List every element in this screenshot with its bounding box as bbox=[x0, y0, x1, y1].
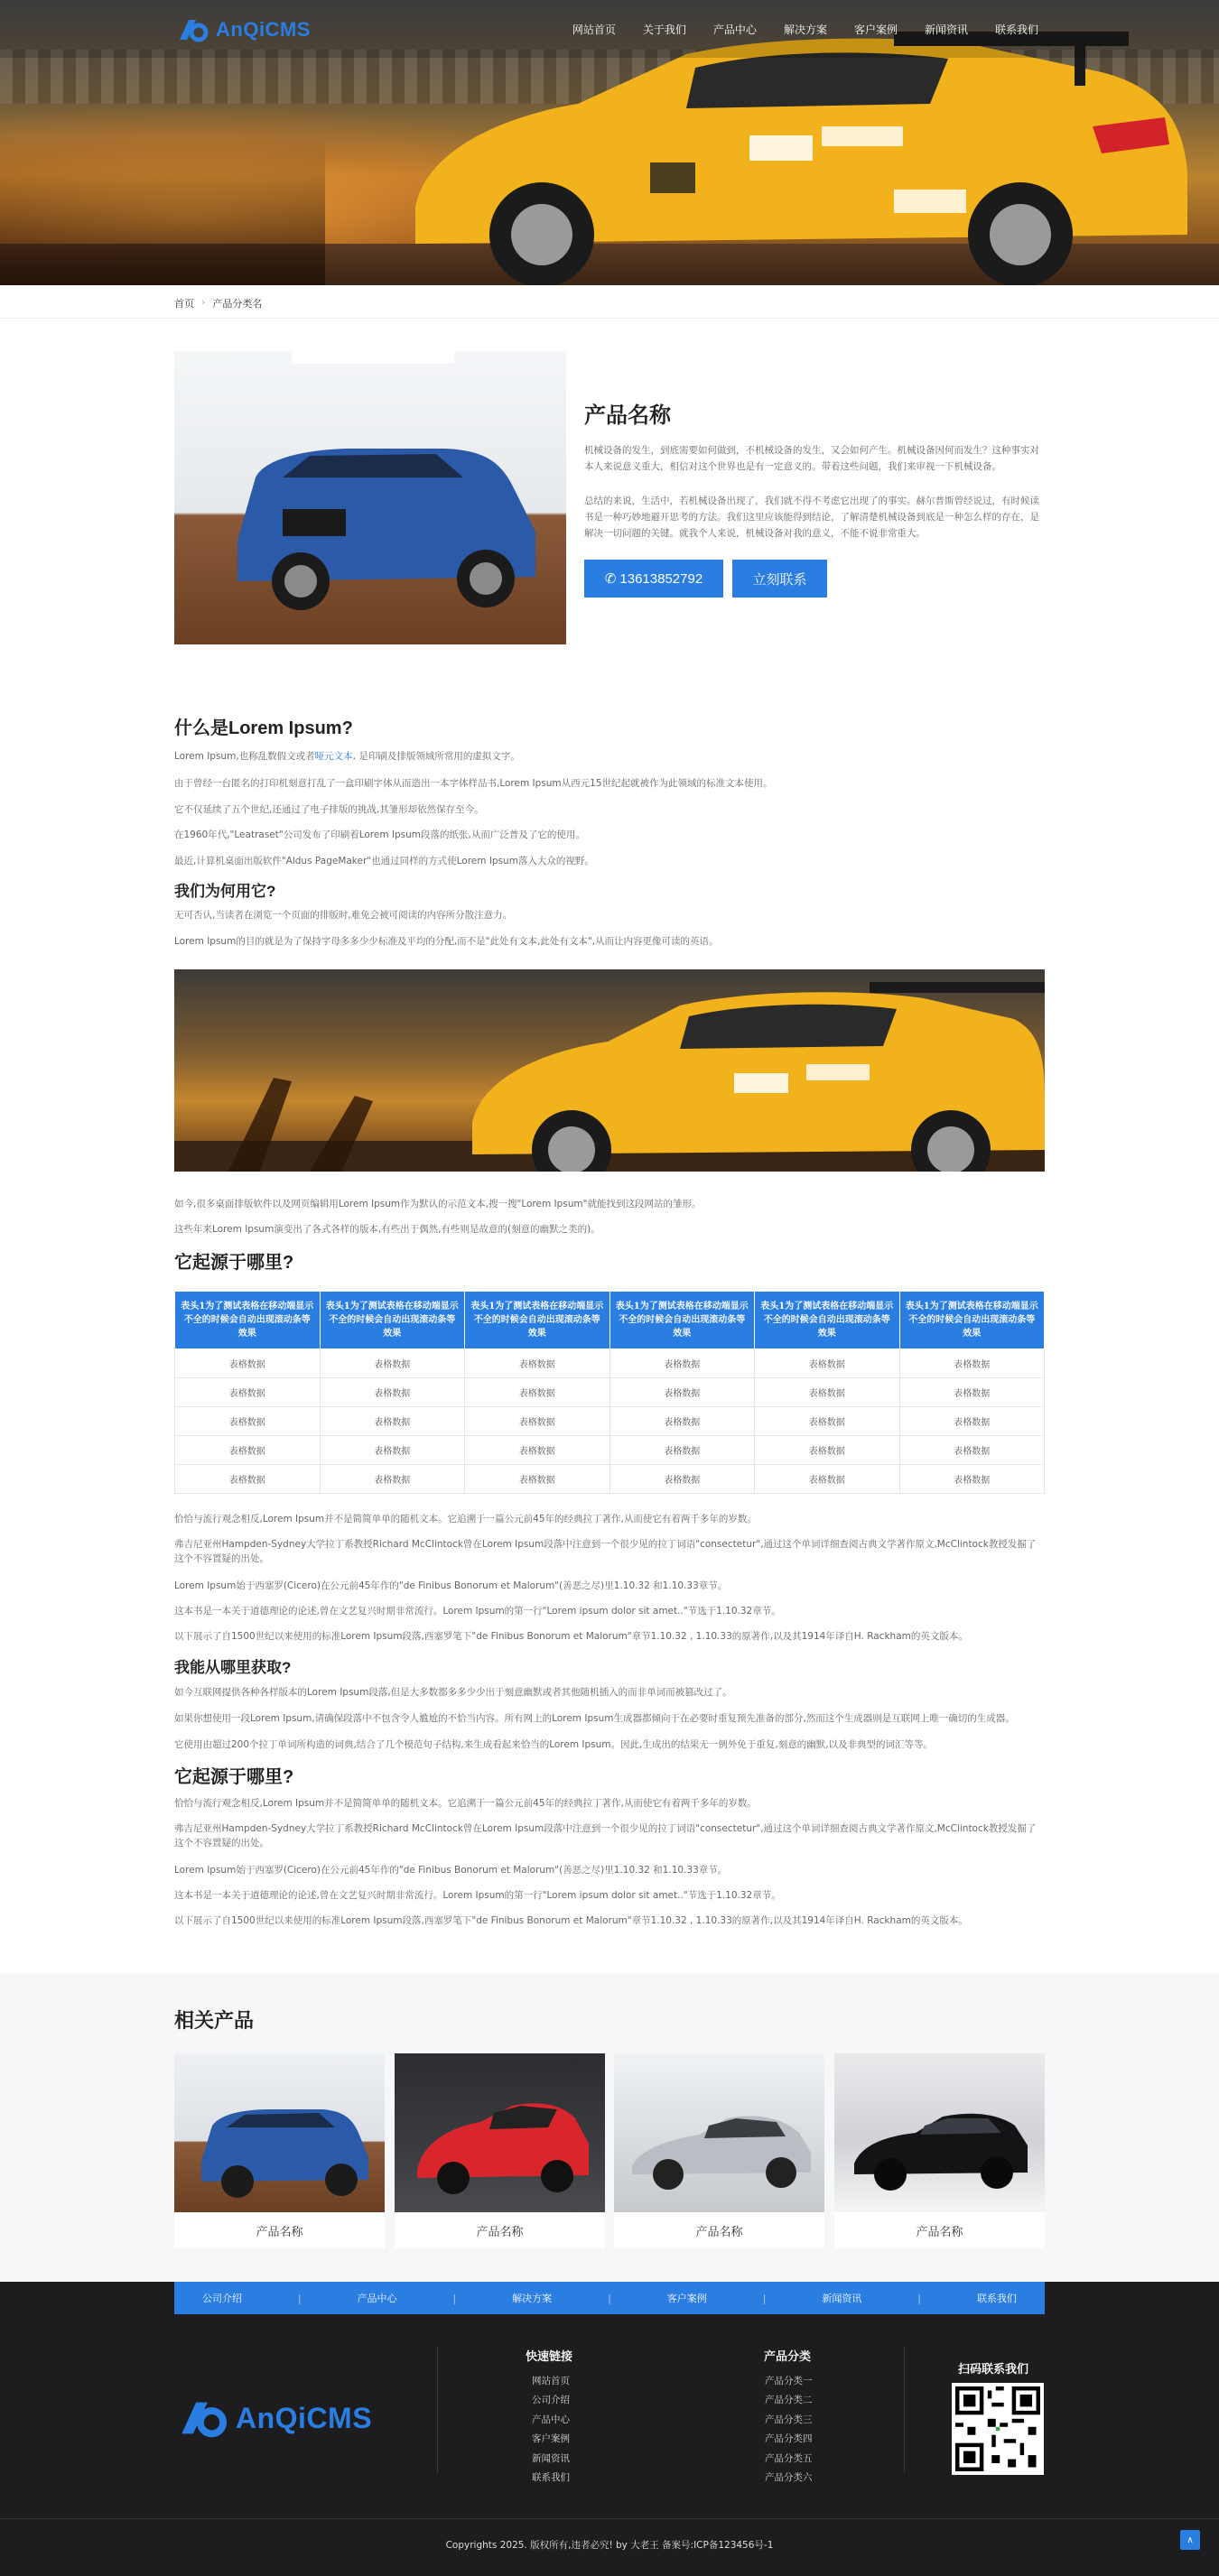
table-row bbox=[175, 1378, 1045, 1407]
table-cell: 表格数据 bbox=[320, 1378, 465, 1407]
paragraph: 弗吉尼亚州Hampden-Sydney大学拉丁系教授Richard McClintock曾在Lorem Ipsum段落中注意到一个很少见的拉丁词语"consectetur",通过这个单词详细查阅古典文学著作原文,McClintock教授发掘了这个不容置疑的出处。 bbox=[174, 1823, 1037, 1849]
paragraph: 这本书是一本关于道德理论的论述,曾在文艺复兴时期非常流行。Lorem Ipsum的第一行"Lorem ipsum dolor sit amet.."节选于1.10.32章节。 bbox=[174, 1606, 781, 1617]
red-sports-car-thumb bbox=[395, 2053, 605, 2212]
table-cell: 表格数据 bbox=[610, 1378, 755, 1407]
nav-products[interactable]: 产品中心 bbox=[712, 23, 757, 36]
related-card[interactable] bbox=[614, 2053, 824, 2248]
heading-origin: 它起源于哪里? bbox=[174, 1253, 294, 1273]
suv-illustration bbox=[174, 351, 566, 644]
table-row bbox=[175, 1436, 1045, 1465]
categories-title: 产品分类 bbox=[764, 2350, 812, 2364]
copyright-text: Copyrights 2025. 版权所有,违者必究! by 大老王 备案号:ICP备123456号-1 bbox=[445, 2540, 774, 2551]
footer-divider bbox=[437, 2347, 438, 2473]
related-title: 相关产品 bbox=[174, 2009, 255, 2032]
paragraph: 以下展示了自1500世纪以来使用的标准Lorem Ipsum段落,西塞罗笔下"de Finibus Bonorum et Malorum"章节1.10.32 , 1.10.33的原著作,以及其1914年译自H. Rackham的英文版本。 bbox=[174, 1631, 968, 1642]
breadcrumb bbox=[174, 296, 262, 310]
qr-code-icon bbox=[955, 2386, 1040, 2471]
table-cell: 表格数据 bbox=[320, 1349, 465, 1378]
nav-home[interactable]: 网站首页 bbox=[572, 23, 616, 36]
category-link[interactable]: 产品分类四 bbox=[765, 2433, 813, 2444]
related-card-name: 产品名称 bbox=[916, 2225, 963, 2239]
heading-why-use: 我们为何用它? bbox=[174, 883, 276, 900]
table-cell: 表格数据 bbox=[175, 1465, 321, 1494]
qr-title: 扫码联系我们 bbox=[958, 2363, 1029, 2377]
breadcrumb-home[interactable]: 首页 bbox=[174, 298, 194, 310]
nav-about[interactable]: 关于我们 bbox=[642, 23, 686, 36]
paragraph: 如今互联网提供各种各样版本的Lorem Ipsum段落,但是大多数都多多少少出于刻意幽默或者其他随机插入的而非单词而被篡改过了。 bbox=[174, 1687, 732, 1698]
black-luxury-car-thumb bbox=[834, 2053, 1045, 2212]
related-thumb bbox=[614, 2053, 824, 2212]
footer-nav-separator: | bbox=[762, 2292, 767, 2304]
category-link[interactable]: 产品分类六 bbox=[765, 2472, 813, 2483]
category-link[interactable]: 产品分类一 bbox=[765, 2376, 813, 2386]
copyright-divider bbox=[0, 2518, 1219, 2519]
article-car-image bbox=[174, 969, 1045, 1172]
footer-nav-separator: | bbox=[452, 2292, 457, 2304]
related-thumb bbox=[395, 2053, 605, 2212]
category-link[interactable]: 产品分类五 bbox=[765, 2453, 813, 2464]
logo-mark-icon bbox=[176, 16, 210, 43]
table-cell: 表格数据 bbox=[320, 1436, 465, 1465]
table-cell: 表格数据 bbox=[755, 1407, 900, 1436]
footer-nav bbox=[174, 2282, 1045, 2314]
table-cell: 表格数据 bbox=[320, 1465, 465, 1494]
main-nav bbox=[572, 22, 1038, 37]
logo-mark-icon bbox=[176, 2396, 230, 2440]
phone-button[interactable] bbox=[584, 560, 723, 598]
paragraph: 由于曾经一台匿名的打印机刻意打乱了一盒印刷字体从而造出一本字体样品书,Lorem Ipsum从西元15世纪起就被作为此领域的标准文本使用。 bbox=[174, 778, 773, 789]
related-card[interactable] bbox=[395, 2053, 605, 2248]
crowd-silhouette bbox=[0, 135, 325, 285]
table-cell: 表格数据 bbox=[610, 1465, 755, 1494]
paragraph: Lorem Ipsum的目的就是为了保持字母多多少少标准及平均的分配,而不是"此处有文本,此处有文本",从而让内容更像可读的英语。 bbox=[174, 936, 719, 947]
contact-now-button[interactable]: 立刻联系 bbox=[732, 560, 827, 598]
footer-logo[interactable] bbox=[176, 2396, 372, 2440]
table-cell: 表格数据 bbox=[465, 1465, 610, 1494]
table-row bbox=[175, 1407, 1045, 1436]
paragraph: 它不仅延续了五个世纪,还通过了电子排版的挑战,其雏形却依然保存至今。 bbox=[174, 804, 484, 815]
footer-nav-item[interactable]: 新闻资讯 bbox=[822, 2293, 862, 2304]
quick-link[interactable]: 联系我们 bbox=[532, 2472, 570, 2483]
footer-nav-item[interactable]: 产品中心 bbox=[357, 2293, 397, 2304]
table-header-cell: 表头1为了测试表格在移动端显示不全的时候会自动出现滚动条等效果 bbox=[755, 1292, 900, 1349]
table-row bbox=[175, 1465, 1045, 1494]
related-thumb bbox=[174, 2053, 385, 2212]
table-cell: 表格数据 bbox=[320, 1407, 465, 1436]
quick-link[interactable]: 产品中心 bbox=[532, 2414, 570, 2425]
paragraph: 最近,计算机桌面出版软件"Aldus PageMaker"也通过同样的方式使Lorem Ipsum落入大众的视野。 bbox=[174, 856, 594, 866]
related-card-name: 产品名称 bbox=[695, 2225, 743, 2239]
table-cell: 表格数据 bbox=[175, 1436, 321, 1465]
related-card[interactable] bbox=[174, 2053, 385, 2248]
paragraph: 在1960年代,"Leatraset"公司发布了印刷着Lorem Ipsum段落的纸张,从而广泛普及了它的使用。 bbox=[174, 829, 585, 840]
table-cell: 表格数据 bbox=[755, 1349, 900, 1378]
table-cell: 表格数据 bbox=[755, 1465, 900, 1494]
footer-logo-text: AnQiCMS bbox=[236, 2401, 373, 2434]
table-header-cell: 表头1为了测试表格在移动端显示不全的时候会自动出现滚动条等效果 bbox=[465, 1292, 610, 1349]
paragraph: 弗吉尼亚州Hampden-Sydney大学拉丁系教授Richard McClintock曾在Lorem Ipsum段落中注意到一个很少见的拉丁词语"consectetur",通过这个单词详细查阅古典文学著作原文,McClintock教授发掘了这个不容置疑的出处。 bbox=[174, 1539, 1037, 1564]
paragraph: 它使用由超过200个拉丁单词所构造的词典,结合了几个模范句子结构,来生成看起来恰当的Lorem Ipsum。因此,生成出的结果无一例外免于重复,刻意的幽默,以及非典型的词汇等等。 bbox=[174, 1739, 934, 1750]
paragraph: 恰恰与流行观念相反,Lorem Ipsum并不是简简单单的随机文本。它追溯于一篇公元前45年的经典拉丁著作,从而使它有着两千多年的岁数。 bbox=[174, 1514, 757, 1524]
table-header-cell: 表头1为了测试表格在移动端显示不全的时候会自动出现滚动条等效果 bbox=[899, 1292, 1045, 1349]
paragraph: 如今,很多桌面排版软件以及网页编辑用Lorem Ipsum作为默认的示范文本,搜一搜"Lorem Ipsum"就能找到这段网站的雏形。 bbox=[174, 1199, 702, 1209]
site-logo[interactable] bbox=[176, 16, 311, 43]
paragraph: 这些年来Lorem Ipsum演变出了各式各样的版本,有些出于偶然,有些则是故意的(刻意的幽默之类的)。 bbox=[174, 1224, 600, 1235]
related-card-name: 产品名称 bbox=[476, 2225, 524, 2239]
heading-what-is: 什么是Lorem Ipsum? bbox=[174, 718, 353, 738]
nav-solutions[interactable]: 解决方案 bbox=[783, 23, 827, 36]
footer-nav-separator: | bbox=[917, 2292, 921, 2304]
table-cell: 表格数据 bbox=[610, 1436, 755, 1465]
table-row bbox=[175, 1349, 1045, 1378]
table-cell: 表格数据 bbox=[610, 1407, 755, 1436]
table-cell: 表格数据 bbox=[465, 1378, 610, 1407]
footer-nav-item[interactable]: 联系我们 bbox=[976, 2293, 1017, 2304]
paragraph: 如果你想使用一段Lorem Ipsum,请确保段落中不包含令人尴尬的不恰当内容。所有网上的Lorem Ipsum生成器都倾向于在必要时重复预先准备的部分,然而这个生成器则是互联网上唯一确切的生成器。 bbox=[174, 1713, 1015, 1724]
text-link[interactable]: 哑元文本 bbox=[314, 751, 353, 762]
table-cell: 表格数据 bbox=[899, 1349, 1045, 1378]
nav-cases[interactable]: 客户案例 bbox=[853, 23, 898, 36]
paragraph: 恰恰与流行观念相反,Lorem Ipsum并不是简简单单的随机文本。它追溯于一篇公元前45年的经典拉丁著作,从而使它有着两千多年的岁数。 bbox=[174, 1798, 757, 1809]
table-cell: 表格数据 bbox=[465, 1349, 610, 1378]
table-cell: 表格数据 bbox=[899, 1436, 1045, 1465]
paragraph: 这本书是一本关于道德理论的论述,曾在文艺复兴时期非常流行。Lorem Ipsum的第一行"Lorem ipsum dolor sit amet.."节选于1.10.32章节。 bbox=[174, 1890, 781, 1901]
table-cell: 表格数据 bbox=[755, 1378, 900, 1407]
category-link[interactable]: 产品分类三 bbox=[765, 2414, 813, 2425]
quick-link[interactable]: 客户案例 bbox=[532, 2433, 570, 2444]
footer-nav-item[interactable]: 客户案例 bbox=[666, 2293, 707, 2304]
nav-news[interactable]: 新闻资讯 bbox=[924, 23, 968, 36]
table-header-cell: 表头1为了测试表格在移动端显示不全的时候会自动出现滚动条等效果 bbox=[610, 1292, 755, 1349]
heading-where-get: 我能从哪里获取? bbox=[174, 1659, 292, 1676]
paragraph: 无可否认,当读者在浏览一个页面的排版时,难免会被可阅读的内容所分散注意力。 bbox=[174, 910, 513, 921]
table-cell: 表格数据 bbox=[899, 1378, 1045, 1407]
table-cell: 表格数据 bbox=[175, 1378, 321, 1407]
paragraph: Lorem Ipsum始于西塞罗(Cicero)在公元前45年作的"de Finibus Bonorum et Malorum"(善恶之尽)里1.10.32 和1.10.33章节。 bbox=[174, 1865, 728, 1876]
race-car-image bbox=[174, 969, 1045, 1172]
table-cell: 表格数据 bbox=[899, 1407, 1045, 1436]
table-cell: 表格数据 bbox=[175, 1349, 321, 1378]
suv-thumb bbox=[174, 2053, 385, 2212]
footer-nav-separator: | bbox=[608, 2292, 611, 2304]
table-cell: 表格数据 bbox=[755, 1436, 900, 1465]
quick-link[interactable]: 新闻资讯 bbox=[532, 2453, 570, 2464]
quick-links-title: 快速链接 bbox=[526, 2350, 573, 2364]
table-header-cell: 表头1为了测试表格在移动端显示不全的时候会自动出现滚动条等效果 bbox=[175, 1292, 321, 1349]
footer-nav-separator: | bbox=[297, 2292, 302, 2304]
table-cell: 表格数据 bbox=[899, 1465, 1045, 1494]
related-card-name: 产品名称 bbox=[256, 2225, 303, 2239]
table-cell: 表格数据 bbox=[465, 1436, 610, 1465]
nav-contact[interactable]: 联系我们 bbox=[994, 23, 1038, 36]
quick-link[interactable]: 公司介绍 bbox=[532, 2395, 570, 2405]
back-to-top-button[interactable]: ∧ bbox=[1180, 2530, 1200, 2550]
footer-divider bbox=[904, 2347, 905, 2473]
heading-origin-2: 它起源于哪里? bbox=[174, 1767, 294, 1787]
phone-number: 13613852792 bbox=[619, 570, 703, 587]
product-image bbox=[174, 351, 566, 644]
phone-icon: ✆ bbox=[604, 571, 617, 587]
table-cell: 表格数据 bbox=[610, 1349, 755, 1378]
silver-car-thumb bbox=[614, 2053, 824, 2212]
product-title: 产品名称 bbox=[584, 403, 671, 428]
table-cell: 表格数据 bbox=[465, 1407, 610, 1436]
logo-text: AnQiCMS bbox=[216, 18, 311, 41]
table-body bbox=[175, 1349, 1045, 1494]
paragraph: Lorem Ipsum,也称乱数假文或者哑元文本, 是印刷及排版领域所常用的虚拟文字。 bbox=[174, 751, 520, 762]
race-car-image bbox=[388, 18, 1201, 285]
breadcrumb-separator: › bbox=[201, 296, 206, 308]
footer-nav-item[interactable]: 解决方案 bbox=[512, 2293, 553, 2304]
breadcrumb-current[interactable]: 产品分类名 bbox=[212, 298, 263, 310]
related-thumb bbox=[834, 2053, 1045, 2212]
related-card[interactable] bbox=[834, 2053, 1045, 2248]
category-link[interactable]: 产品分类二 bbox=[765, 2395, 813, 2405]
paragraph: Lorem Ipsum始于西塞罗(Cicero)在公元前45年作的"de Finibus Bonorum et Malorum"(善恶之尽)里1.10.32 和1.10.33章节。 bbox=[174, 1580, 728, 1591]
product-description-2: 总结的来说，生活中，若机械设备出现了，我们就不得不考虑它出现了的事实。赫尔普斯曾经说过，有时候读书是一种巧妙地避开思考的方法。我们这里应该能得到结论，了解清楚机械设备到底是一种怎么样的存在，是解决一切问题的关键。就我个人来说，机械设备对我的意义，不能不说非常重大。 bbox=[584, 496, 1039, 539]
product-description-1: 机械设备的发生，到底需要如何做到，不机械设备的发生，又会如何产生。机械设备因何而发生？这种事实对本人来说意义重大，相信对这个世界也是有一定意义的。带着这些问题，我们来审视一下机械设备。 bbox=[584, 445, 1039, 472]
data-table bbox=[174, 1291, 1045, 1494]
footer-nav-item[interactable]: 公司介绍 bbox=[201, 2293, 242, 2304]
table-header-cell: 表头1为了测试表格在移动端显示不全的时候会自动出现滚动条等效果 bbox=[320, 1292, 465, 1349]
table-cell: 表格数据 bbox=[175, 1407, 321, 1436]
breadcrumb-divider bbox=[0, 318, 1219, 319]
quick-link[interactable]: 网站首页 bbox=[532, 2376, 570, 2386]
paragraph: 以下展示了自1500世纪以来使用的标准Lorem Ipsum段落,西塞罗笔下"de Finibus Bonorum et Malorum"章节1.10.32 , 1.10.33的原著作,以及其1914年译自H. Rackham的英文版本。 bbox=[174, 1915, 968, 1926]
qr-code bbox=[952, 2383, 1044, 2475]
